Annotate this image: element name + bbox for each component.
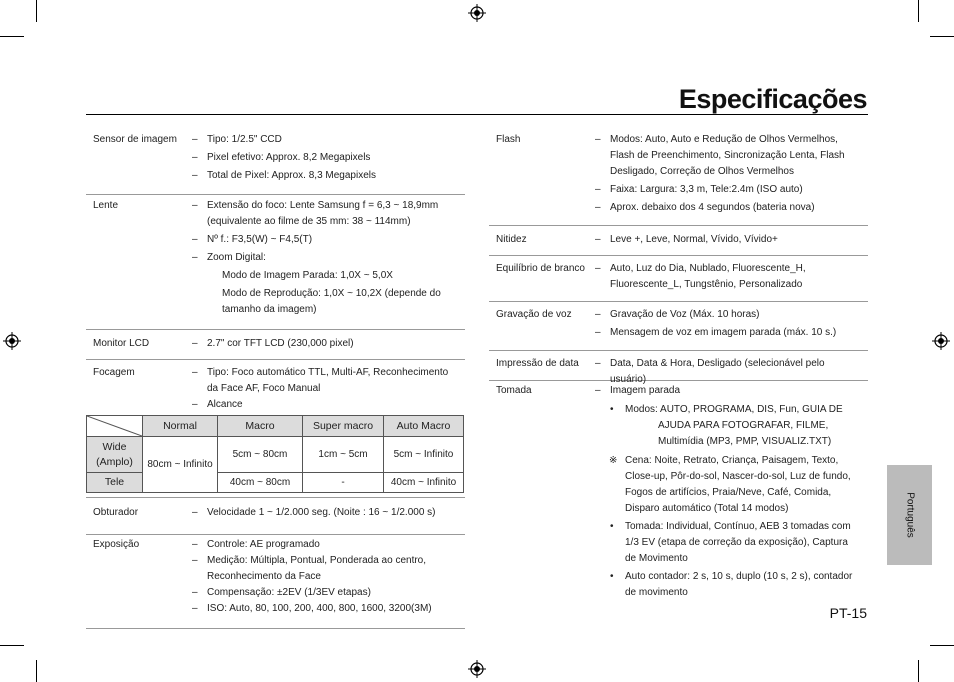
crop-mark (930, 36, 954, 37)
spec-item: – Controle: AE programado (192, 539, 320, 550)
spec-item: – Auto, Luz do Dia, Nublado, Fluorescente_H, Fluorescente_L, Tungstênio, Personalizado (595, 263, 806, 290)
registration-mark-icon (468, 660, 486, 678)
spec-item: – Aprox. debaixo dos 4 segundos (bateria nova) (595, 202, 815, 213)
right-spec-column (489, 130, 868, 606)
title-rule (86, 114, 868, 115)
table-header: Normal (143, 416, 218, 437)
note-item: ※ Cena: Noite, Retrato, Criança, Paisagem, Texto, Close-up, Pôr-do-sol, Nascer-do-sol, Luz de fundo, Fogos de artifícios, Praia/Neve, Café, Comida, Disparo automático (Total 14 modos) (609, 455, 851, 514)
row-label-tele: Tele (87, 473, 143, 493)
crop-mark (36, 660, 37, 682)
spec-item: – Compensação: ±2EV (1/3EV etapas) (192, 587, 371, 598)
diagonal-line (87, 416, 142, 436)
spec-item: – Pixel efetivo: Approx. 8,2 Megapixels (192, 152, 371, 163)
spec-item: – Total de Pixel: Approx. 8,3 Megapixels (192, 170, 376, 181)
registration-mark-icon (932, 332, 950, 350)
spec-row-lente (86, 195, 465, 330)
zoom-detail: Modo de Reprodução: 1,0X ~ 10,2X (depende do tamanho da imagem) (222, 288, 441, 315)
spec-item: – Leve +, Leve, Normal, Vívido, Vívido+ (595, 234, 778, 245)
spec-row-impressao (489, 351, 868, 385)
spec-label: Exposição (93, 539, 140, 550)
spec-item: – Imagem parada (595, 385, 681, 396)
registration-mark-icon (468, 4, 486, 22)
spec-row-gravacao (489, 302, 868, 351)
spec-item: – Mensagem de voz em imagem parada (máx. 10 s.) (595, 327, 837, 338)
spec-row-monitor (86, 330, 465, 360)
spec-item: – Gravação de Voz (Máx. 10 horas) (595, 309, 760, 320)
left-spec-column (86, 130, 465, 629)
page-number: PT-15 (829, 605, 867, 621)
table-header: Auto Macro (384, 416, 464, 437)
table-cell: 5cm ~ Infinito (384, 437, 464, 473)
spec-row-equilibrio (489, 256, 868, 302)
bullet-item: • Auto contador: 2 s, 10 s, duplo (10 s, 2 s), contador de movimento (610, 571, 853, 598)
crop-mark (918, 660, 919, 682)
spec-item: – Data, Data & Hora, Desligado (selecionável pelo usuário) (595, 358, 825, 385)
language-tab-label: Português (904, 492, 915, 538)
spec-label: Sensor de imagem (93, 134, 177, 145)
table-row (87, 437, 464, 473)
spec-row-focagem (86, 360, 465, 415)
spec-label: Flash (496, 134, 521, 145)
spec-item: – Nº f.: F3,5(W) ~ F4,5(T) (192, 234, 313, 245)
row-label-wide: Wide (Amplo) (87, 437, 143, 473)
table-corner-cell (87, 416, 143, 437)
crop-mark (930, 645, 954, 646)
spec-label: Equilíbrio de branco (496, 263, 585, 274)
table-cell: 5cm ~ 80cm (218, 437, 303, 473)
spec-row-tomada (489, 381, 868, 606)
spec-item: – Faixa: Largura: 3,3 m, Tele:2.4m (ISO auto) (595, 184, 803, 195)
table-cell: 1cm ~ 5cm (303, 437, 384, 473)
spec-item: – Tipo: Foco automático TTL, Multi-AF, Reconhecimento da Face AF, Foco Manual (192, 367, 449, 394)
table-header: Super macro (303, 416, 384, 437)
table-cell: 40cm ~ 80cm (218, 473, 303, 493)
spec-label: Impressão de data (496, 358, 579, 369)
spec-item: – Tipo: 1/2.5" CCD (192, 134, 282, 145)
crop-mark (36, 0, 37, 22)
table-header-row (87, 416, 464, 437)
spec-item: – Velocidade 1 ~ 1/2.000 seg. (Noite : 16 ~ 1/2.000 s) (192, 507, 436, 518)
focus-range-table (86, 415, 464, 493)
spec-label: Tomada (496, 385, 532, 396)
spec-label: Obturador (93, 507, 139, 518)
spec-item: – Zoom Digital: (192, 252, 266, 263)
spec-row-exposicao (86, 535, 465, 629)
spec-row-nitidez (489, 226, 868, 256)
spec-item: – ISO: Auto, 80, 100, 200, 400, 800, 1600, 3200(3M) (192, 603, 432, 614)
page-title: Especificações (678, 84, 867, 114)
crop-mark (918, 0, 919, 22)
bullet-item: • Modos: AUTO, PROGRAMA, DIS, Fun, GUIA DE AJUDA PARA FOTOGRAFAR, FILME, Multimídia (MP3, PMP, VISUALIZ.TXT) (610, 404, 843, 447)
spec-label: Focagem (93, 367, 135, 378)
spec-label: Nitidez (496, 234, 527, 245)
spec-item: – Modos: Auto, Auto e Redução de Olhos Vermelhos, Flash de Preenchimento, Sincronização Lenta, Flash Desligado, Correção de Olhos Vermelhos (595, 134, 845, 177)
spec-label: Gravação de voz (496, 309, 572, 320)
table-header: Macro (218, 416, 303, 437)
spec-item: – 2.7" cor TFT LCD (230,000 pixel) (192, 338, 354, 349)
spec-row-flash (489, 130, 868, 226)
spec-item: – Extensão do foco: Lente Samsung f = 6,3 ~ 18,9mm (equivalente ao filme de 35 mm: 38 ~ 114mm) (192, 200, 439, 227)
spec-label: Lente (93, 200, 119, 211)
spec-row-sensor (86, 130, 465, 195)
crop-mark (0, 645, 24, 646)
crop-mark (0, 36, 24, 37)
registration-mark-icon (3, 332, 21, 350)
language-tab (887, 465, 932, 565)
table-cell: 40cm ~ Infinito (384, 473, 464, 493)
spec-item: – Alcance (192, 399, 243, 410)
spec-row-obturador (86, 497, 465, 535)
spec-item: – Medição: Múltipla, Pontual, Ponderada ao centro, Reconhecimento da Face (192, 555, 427, 582)
table-cell: - (303, 473, 384, 493)
bullet-item: • Tomada: Individual, Contínuo, AEB 3 tomadas com 1/3 EV (etapa de correção da exposição), Captura de Movimento (610, 521, 851, 564)
spec-label: Monitor LCD (93, 338, 150, 349)
zoom-detail: Modo de Imagem Parada: 1,0X ~ 5,0X (222, 270, 393, 281)
table-cell: 80cm ~ Infinito (143, 437, 218, 493)
